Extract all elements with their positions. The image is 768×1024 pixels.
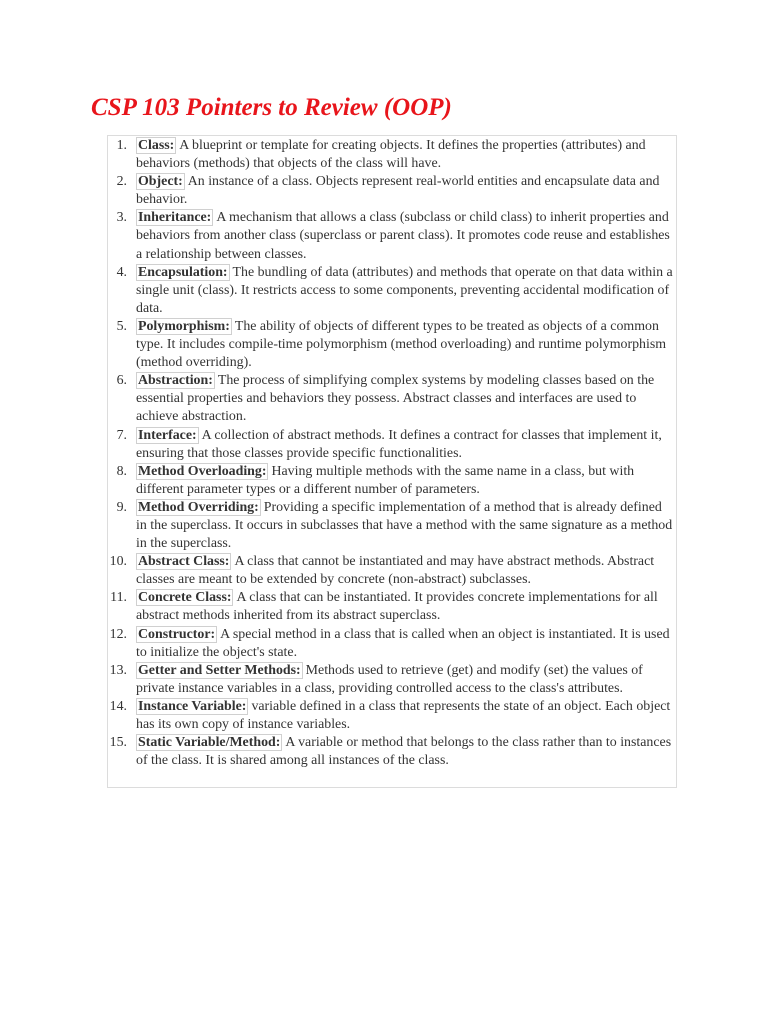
item-body bbox=[136, 662, 675, 698]
term-label: Interface: bbox=[138, 427, 197, 443]
review-list bbox=[108, 137, 678, 770]
item-body bbox=[136, 499, 675, 553]
item-number: 11. bbox=[110, 590, 127, 606]
list-item bbox=[108, 209, 678, 263]
definition-text: A special method in a class that is called when an object is instantiated. It is used to initialize the object's state. bbox=[136, 626, 670, 660]
list-item bbox=[108, 589, 678, 625]
list-item bbox=[108, 698, 678, 734]
term-label: Concrete Class: bbox=[138, 590, 232, 606]
list-item bbox=[108, 137, 678, 173]
item-number: 7. bbox=[116, 427, 127, 443]
list-item bbox=[108, 463, 678, 499]
item-body bbox=[136, 553, 675, 589]
definition-text: A variable or method that belongs to the class rather than to instances of the class. It is shared among all instances of the class. bbox=[136, 735, 672, 769]
item-number: 15. bbox=[109, 735, 127, 751]
item-body bbox=[136, 372, 675, 426]
item-number: 1. bbox=[116, 138, 127, 153]
term-label: Polymorphism: bbox=[138, 318, 230, 334]
review-content-box bbox=[107, 135, 677, 788]
term-label: Encapsulation: bbox=[138, 264, 228, 280]
term-label: Instance Variable: bbox=[138, 698, 247, 714]
list-item bbox=[108, 662, 678, 698]
item-number: 3. bbox=[116, 210, 127, 226]
item-number: 5. bbox=[116, 318, 127, 334]
item-number: 2. bbox=[116, 174, 127, 190]
list-item bbox=[108, 372, 678, 426]
list-item bbox=[108, 318, 678, 372]
definition-text: A class that cannot be instantiated and may have abstract methods. Abstract classes are meant to be extended by concrete (non-abstract) subclasses. bbox=[136, 554, 655, 588]
list-item bbox=[108, 626, 678, 662]
definition-text: The ability of objects of different types to be treated as objects of a common type. It includes compile-time polymorphism (method overloading) and runtime polymorphism (method overriding). bbox=[136, 318, 667, 371]
definition-text: The process of simplifying complex systems by modeling classes based on the essential properties and behaviors they possess. Abstract classes and interfaces are used to achieve abstraction. bbox=[136, 373, 655, 425]
list-item bbox=[108, 427, 678, 463]
item-number: 14. bbox=[109, 698, 127, 714]
item-body bbox=[136, 463, 675, 499]
term-label: Abstract Class: bbox=[138, 554, 230, 570]
list-item bbox=[108, 734, 678, 770]
term-label: Constructor: bbox=[138, 626, 216, 642]
definition-text: The bundling of data (attributes) and methods that operate on that data within a single unit (class). It restricts access to some components, preventing accidental modification of data. bbox=[136, 264, 673, 316]
definition-text: A mechanism that allows a class (subclass or child class) to inherit properties and behaviors from another class (superclass or parent class). It promotes code reuse and establishes a relationship between classes. bbox=[136, 210, 670, 262]
definition-text: Having multiple methods with the same name in a class, but with different parameter types or a different number of parameters. bbox=[136, 463, 635, 497]
term-label: Getter and Setter Methods: bbox=[138, 662, 301, 678]
item-number: 4. bbox=[116, 264, 127, 280]
term-label: Static Variable/Method: bbox=[138, 735, 281, 751]
definition-text: Providing a specific implementation of a method that is already defined in the superclass. It occurs in subclasses that have a method with the same signature as a method in the superclass. bbox=[136, 499, 673, 552]
item-number: 13. bbox=[109, 662, 127, 678]
item-body bbox=[136, 427, 675, 463]
term-label: Method Overloading: bbox=[138, 463, 267, 479]
item-body bbox=[136, 626, 675, 662]
page-title: CSP 103 Pointers to Review (OOP) bbox=[91, 94, 452, 121]
item-body bbox=[136, 173, 675, 209]
list-item bbox=[108, 173, 678, 209]
item-body bbox=[136, 137, 675, 173]
definition-text: Methods used to retrieve (get) and modify (set) the values of private instance variables in a class, providing controlled access to the class's attributes. bbox=[136, 662, 643, 696]
item-body bbox=[136, 318, 675, 372]
term-label: Method Overriding: bbox=[138, 499, 259, 515]
item-body bbox=[136, 264, 675, 318]
item-number: 8. bbox=[116, 463, 127, 479]
list-item bbox=[108, 264, 678, 318]
list-item bbox=[108, 499, 678, 553]
term-label: Object: bbox=[138, 174, 183, 190]
item-number: 9. bbox=[116, 499, 127, 515]
item-number: 6. bbox=[116, 373, 127, 389]
item-number: 10. bbox=[109, 554, 127, 570]
item-body bbox=[136, 209, 675, 263]
item-number: 12. bbox=[109, 626, 127, 642]
definition-text: An instance of a class. Objects represent real-world entities and encapsulate data and behavior. bbox=[136, 174, 660, 208]
term-label: Inheritance: bbox=[138, 210, 212, 226]
definition-text: A class that can be instantiated. It provides concrete implementations for all abstract methods inherited from its abstract superclass. bbox=[136, 590, 658, 624]
item-body bbox=[136, 698, 675, 734]
item-body bbox=[136, 734, 675, 770]
term-label: Abstraction: bbox=[138, 373, 213, 389]
definition-text: A blueprint or template for creating objects. It defines the properties (attributes) and behaviors (methods) that objects of the class will have. bbox=[136, 138, 646, 172]
item-body bbox=[136, 589, 675, 625]
list-item bbox=[108, 553, 678, 589]
definition-text: A collection of abstract methods. It defines a contract for classes that implement it, ensuring that those classes provide specific functionalities. bbox=[136, 427, 662, 461]
term-label: Class: bbox=[138, 138, 175, 153]
definition-text: variable defined in a class that represents the state of an object. Each object has its own copy of instance variables. bbox=[136, 698, 671, 732]
